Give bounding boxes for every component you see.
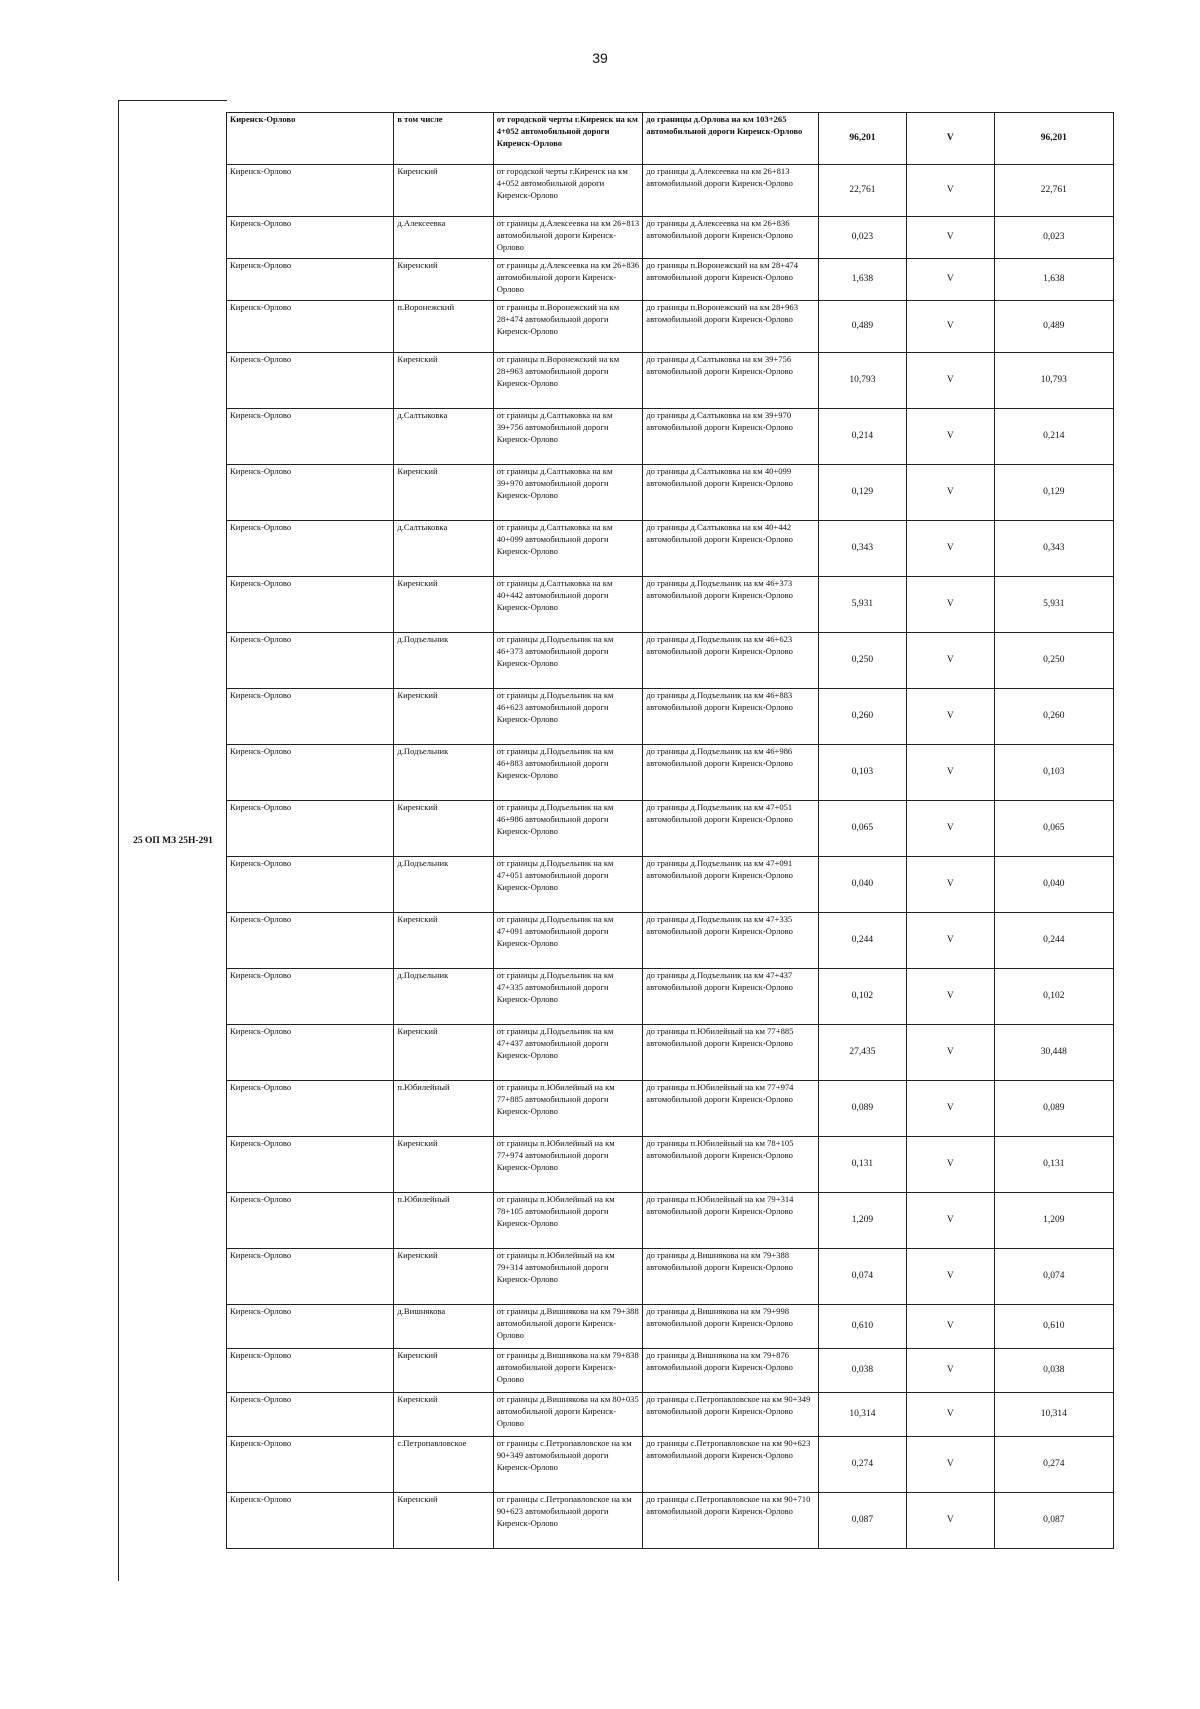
section-start-cell: от границы д.Вишнякова на км 79+388 автомобильной дороги Киренск-Орлово [493, 1305, 643, 1349]
category-cell: V [906, 577, 994, 633]
locality-cell: Киренский [394, 1349, 493, 1393]
section-start-cell: от границы п.Юбилейный на км 79+314 автомобильной дороги Киренск-Орлово [493, 1249, 643, 1305]
road-name-cell: Киренск-Орлово [227, 913, 394, 969]
locality-cell: Киренский [394, 577, 493, 633]
length-cell: 0,038 [818, 1349, 906, 1393]
length-cell: 1,638 [818, 259, 906, 301]
table-row [227, 1193, 1114, 1249]
locality-cell: д.Подъельник [394, 745, 493, 801]
length-cell: 0,244 [818, 913, 906, 969]
table-row [227, 1493, 1114, 1549]
category-cell: V [906, 801, 994, 857]
section-end-cell: до границы д.Подъельник на км 47+091 автомобильной дороги Киренск-Орлово [643, 857, 819, 913]
section-end-cell: до границы п.Юбилейный на км 77+885 автомобильной дороги Киренск-Орлово [643, 1025, 819, 1081]
section-end-cell: до границы д.Подъельник на км 47+051 автомобильной дороги Киренск-Орлово [643, 801, 819, 857]
category-cell: V [906, 1493, 994, 1549]
total-length-cell: 10,314 [994, 1393, 1113, 1437]
road-name-cell: Киренск-Орлово [227, 217, 394, 259]
road-name-cell: Киренск-Орлово [227, 353, 394, 409]
table-row [227, 217, 1114, 259]
table-row [227, 857, 1114, 913]
table-row [227, 745, 1114, 801]
section-start-cell: от границы п.Воронежский на км 28+963 автомобильной дороги Киренск-Орлово [493, 353, 643, 409]
locality-cell: д.Салтыковка [394, 521, 493, 577]
section-end-cell: до границы д.Подъельник на км 46+986 автомобильной дороги Киренск-Орлово [643, 745, 819, 801]
road-name-cell: Киренск-Орлово [227, 857, 394, 913]
section-start-cell: от границы д.Подъельник на км 47+437 автомобильной дороги Киренск-Орлово [493, 1025, 643, 1081]
category-cell: V [906, 217, 994, 259]
category-cell: V [906, 409, 994, 465]
category-cell: V [906, 113, 994, 165]
locality-cell: д.Алексеевка [394, 217, 493, 259]
total-length-cell: 30,448 [994, 1025, 1113, 1081]
locality-cell: в том числе [394, 113, 493, 165]
table-row [227, 521, 1114, 577]
locality-cell: п.Юбилейный [394, 1193, 493, 1249]
section-end-cell: до границы п.Юбилейный на км 79+314 автомобильной дороги Киренск-Орлово [643, 1193, 819, 1249]
section-end-cell: до границы д.Подъельник на км 47+335 автомобильной дороги Киренск-Орлово [643, 913, 819, 969]
length-cell: 0,087 [818, 1493, 906, 1549]
length-cell: 0,089 [818, 1081, 906, 1137]
category-cell: V [906, 1305, 994, 1349]
locality-cell: Киренский [394, 1393, 493, 1437]
section-start-cell: от границы д.Салтыковка на км 40+442 автомобильной дороги Киренск-Орлово [493, 577, 643, 633]
section-end-cell: до границы п.Юбилейный на км 78+105 автомобильной дороги Киренск-Орлово [643, 1137, 819, 1193]
section-start-cell: от границы д.Подъельник на км 46+883 автомобильной дороги Киренск-Орлово [493, 745, 643, 801]
table-row [227, 577, 1114, 633]
total-length-cell: 0,260 [994, 689, 1113, 745]
road-name-cell: Киренск-Орлово [227, 689, 394, 745]
category-cell: V [906, 969, 994, 1025]
length-cell: 0,023 [818, 217, 906, 259]
section-end-cell: до границы д.Подъельник на км 46+623 автомобильной дороги Киренск-Орлово [643, 633, 819, 689]
total-length-cell: 0,343 [994, 521, 1113, 577]
section-end-cell: до границы с.Петропавловское на км 90+349 автомобильной дороги Киренск-Орлово [643, 1393, 819, 1437]
locality-cell: д.Салтыковка [394, 409, 493, 465]
locality-cell: п.Воронежский [394, 301, 493, 353]
section-start-cell: от границы д.Подъельник на км 46+373 автомобильной дороги Киренск-Орлово [493, 633, 643, 689]
table-row [227, 801, 1114, 857]
section-end-cell: до границы д.Салтыковка на км 40+442 автомобильной дороги Киренск-Орлово [643, 521, 819, 577]
section-start-cell: от границы д.Подъельник на км 47+091 автомобильной дороги Киренск-Орлово [493, 913, 643, 969]
total-length-cell: 0,040 [994, 857, 1113, 913]
total-length-cell: 0,087 [994, 1493, 1113, 1549]
section-end-cell: до границы д.Салтыковка на км 39+756 автомобильной дороги Киренск-Орлово [643, 353, 819, 409]
category-cell: V [906, 353, 994, 409]
section-end-cell: до границы д.Салтыковка на км 40+099 автомобильной дороги Киренск-Орлово [643, 465, 819, 521]
table-row [227, 1349, 1114, 1393]
road-name-cell: Киренск-Орлово [227, 745, 394, 801]
road-name-cell: Киренск-Орлово [227, 1025, 394, 1081]
section-start-cell: от границы д.Подъельник на км 46+623 автомобильной дороги Киренск-Орлово [493, 689, 643, 745]
total-length-cell: 0,023 [994, 217, 1113, 259]
section-start-cell: от границы д.Алексеевка на км 26+836 автомобильной дороги Киренск-Орлово [493, 259, 643, 301]
category-cell: V [906, 465, 994, 521]
length-cell: 5,931 [818, 577, 906, 633]
total-length-cell: 10,793 [994, 353, 1113, 409]
table-row [227, 1137, 1114, 1193]
road-name-cell: Киренск-Орлово [227, 633, 394, 689]
total-length-cell: 0,274 [994, 1437, 1113, 1493]
length-cell: 0,610 [818, 1305, 906, 1349]
locality-cell: д.Подъельник [394, 633, 493, 689]
locality-cell: д.Подъельник [394, 969, 493, 1025]
locality-cell: Киренский [394, 353, 493, 409]
locality-cell: Киренский [394, 689, 493, 745]
table-row [227, 1249, 1114, 1305]
table-row [227, 633, 1114, 689]
table-row [227, 1437, 1114, 1493]
length-cell: 0,250 [818, 633, 906, 689]
category-cell: V [906, 1137, 994, 1193]
category-cell: V [906, 1025, 994, 1081]
length-cell: 96,201 [818, 113, 906, 165]
table-row [227, 1305, 1114, 1349]
length-cell: 1,209 [818, 1193, 906, 1249]
section-end-cell: до границы д.Подъельник на км 47+437 автомобильной дороги Киренск-Орлово [643, 969, 819, 1025]
section-start-cell: от границы п.Воронежский на км 28+474 автомобильной дороги Киренск-Орлово [493, 301, 643, 353]
category-cell: V [906, 1393, 994, 1437]
total-length-cell: 0,074 [994, 1249, 1113, 1305]
category-cell: V [906, 913, 994, 969]
table-row [227, 113, 1114, 165]
section-start-cell: от границы д.Салтыковка на км 39+970 автомобильной дороги Киренск-Орлово [493, 465, 643, 521]
section-start-cell: от границы д.Салтыковка на км 39+756 автомобильной дороги Киренск-Орлово [493, 409, 643, 465]
total-length-cell: 1,209 [994, 1193, 1113, 1249]
length-cell: 0,074 [818, 1249, 906, 1305]
section-end-cell: до границы д.Алексеевка на км 26+836 автомобильной дороги Киренск-Орлово [643, 217, 819, 259]
length-cell: 0,489 [818, 301, 906, 353]
section-end-cell: до границы д.Подъельник на км 46+883 автомобильной дороги Киренск-Орлово [643, 689, 819, 745]
length-cell: 0,131 [818, 1137, 906, 1193]
table-row [227, 1025, 1114, 1081]
locality-cell: Киренский [394, 1493, 493, 1549]
section-start-cell: от границы д.Подъельник на км 46+986 автомобильной дороги Киренск-Орлово [493, 801, 643, 857]
road-name-cell: Киренск-Орлово [227, 1393, 394, 1437]
category-cell: V [906, 857, 994, 913]
length-cell: 10,793 [818, 353, 906, 409]
road-name-cell: Киренск-Орлово [227, 521, 394, 577]
total-length-cell: 22,761 [994, 165, 1113, 217]
section-end-cell: до границы с.Петропавловское на км 90+710 автомобильной дороги Киренск-Орлово [643, 1493, 819, 1549]
section-end-cell: до границы д.Вишнякова на км 79+998 автомобильной дороги Киренск-Орлово [643, 1305, 819, 1349]
total-length-cell: 0,038 [994, 1349, 1113, 1393]
length-cell: 0,065 [818, 801, 906, 857]
total-length-cell: 5,931 [994, 577, 1113, 633]
section-start-cell: от границы с.Петропавловское на км 90+349 автомобильной дороги Киренск-Орлово [493, 1437, 643, 1493]
section-end-cell: до границы с.Петропавловское на км 90+623 автомобильной дороги Киренск-Орлово [643, 1437, 819, 1493]
table-row [227, 969, 1114, 1025]
total-length-cell: 0,214 [994, 409, 1113, 465]
road-name-cell: Киренск-Орлово [227, 969, 394, 1025]
total-length-cell: 0,489 [994, 301, 1113, 353]
length-cell: 0,260 [818, 689, 906, 745]
locality-cell: д.Подъельник [394, 857, 493, 913]
road-name-cell: Киренск-Орлово [227, 1137, 394, 1193]
table-row [227, 353, 1114, 409]
total-length-cell: 0,250 [994, 633, 1113, 689]
road-name-cell: Киренск-Орлово [227, 1249, 394, 1305]
total-length-cell: 96,201 [994, 113, 1113, 165]
category-cell: V [906, 259, 994, 301]
locality-cell: Киренский [394, 801, 493, 857]
length-cell: 0,214 [818, 409, 906, 465]
category-cell: V [906, 165, 994, 217]
section-end-cell: до границы д.Подъельник на км 46+373 автомобильной дороги Киренск-Орлово [643, 577, 819, 633]
section-start-cell: от городской черты г.Киренск на км 4+052 автомобильной дороги Киренск-Орлово [493, 165, 643, 217]
section-end-cell: до границы д.Орлова на км 103+265 автомобильной дороги Киренск-Орлово [643, 113, 819, 165]
section-end-cell: до границы д.Вишнякова на км 79+388 автомобильной дороги Киренск-Орлово [643, 1249, 819, 1305]
length-cell: 0,103 [818, 745, 906, 801]
section-end-cell: до границы п.Юбилейный на км 77+974 автомобильной дороги Киренск-Орлово [643, 1081, 819, 1137]
length-cell: 0,129 [818, 465, 906, 521]
table-row [227, 913, 1114, 969]
road-name-cell: Киренск-Орлово [227, 577, 394, 633]
road-name-cell: Киренск-Орлово [227, 465, 394, 521]
table-row [227, 259, 1114, 301]
category-cell: V [906, 1249, 994, 1305]
road-name-cell: Киренск-Орлово [227, 801, 394, 857]
category-cell: V [906, 1437, 994, 1493]
section-end-cell: до границы п.Воронежский на км 28+963 автомобильной дороги Киренск-Орлово [643, 301, 819, 353]
total-length-cell: 0,089 [994, 1081, 1113, 1137]
section-end-cell: до границы д.Алексеевка на км 26+813 автомобильной дороги Киренск-Орлово [643, 165, 819, 217]
page-number: 39 [592, 50, 608, 66]
total-length-cell: 1,638 [994, 259, 1113, 301]
section-start-cell: от границы д.Салтыковка на км 40+099 автомобильной дороги Киренск-Орлово [493, 521, 643, 577]
table-row [227, 465, 1114, 521]
length-cell: 22,761 [818, 165, 906, 217]
locality-cell: Киренский [394, 1025, 493, 1081]
road-name-cell: Киренск-Орлово [227, 301, 394, 353]
locality-cell: Киренский [394, 913, 493, 969]
length-cell: 10,314 [818, 1393, 906, 1437]
section-start-cell: от городской черты г.Киренск на км 4+052 автомобильной дороги Киренск-Орлово [493, 113, 643, 165]
table-row [227, 301, 1114, 353]
table-row [227, 1393, 1114, 1437]
length-cell: 0,040 [818, 857, 906, 913]
locality-cell: Киренский [394, 259, 493, 301]
total-length-cell: 0,129 [994, 465, 1113, 521]
category-cell: V [906, 1349, 994, 1393]
road-name-cell: Киренск-Орлово [227, 409, 394, 465]
section-start-cell: от границы д.Подъельник на км 47+335 автомобильной дороги Киренск-Орлово [493, 969, 643, 1025]
category-cell: V [906, 1193, 994, 1249]
category-cell: V [906, 745, 994, 801]
road-name-cell: Киренск-Орлово [227, 1305, 394, 1349]
length-cell: 0,343 [818, 521, 906, 577]
road-name-cell: Киренск-Орлово [227, 113, 394, 165]
road-name-cell: Киренск-Орлово [227, 1193, 394, 1249]
section-end-cell: до границы д.Салтыковка на км 39+970 автомобильной дороги Киренск-Орлово [643, 409, 819, 465]
locality-cell: Киренский [394, 1137, 493, 1193]
locality-cell: д.Вишнякова [394, 1305, 493, 1349]
table-row [227, 409, 1114, 465]
road-sections-table [226, 112, 1114, 1549]
locality-cell: Киренский [394, 1249, 493, 1305]
section-start-cell: от границы д.Вишнякова на км 80+035 автомобильной дороги Киренск-Орлово [493, 1393, 643, 1437]
section-start-cell: от границы д.Вишнякова на км 79+838 автомобильной дороги Киренск-Орлово [493, 1349, 643, 1393]
road-name-cell: Киренск-Орлово [227, 259, 394, 301]
locality-cell: Киренский [394, 465, 493, 521]
length-cell: 27,435 [818, 1025, 906, 1081]
section-start-cell: от границы п.Юбилейный на км 77+974 автомобильной дороги Киренск-Орлово [493, 1137, 643, 1193]
road-name-cell: Киренск-Орлово [227, 1081, 394, 1137]
table-row [227, 165, 1114, 217]
section-start-cell: от границы д.Подъельник на км 47+051 автомобильной дороги Киренск-Орлово [493, 857, 643, 913]
category-cell: V [906, 1081, 994, 1137]
table-row [227, 689, 1114, 745]
section-end-cell: до границы п.Воронежский на км 28+474 автомобильной дороги Киренск-Орлово [643, 259, 819, 301]
category-cell: V [906, 521, 994, 577]
total-length-cell: 0,102 [994, 969, 1113, 1025]
category-cell: V [906, 301, 994, 353]
section-start-cell: от границы п.Юбилейный на км 78+105 автомобильной дороги Киренск-Орлово [493, 1193, 643, 1249]
category-cell: V [906, 633, 994, 689]
total-length-cell: 0,610 [994, 1305, 1113, 1349]
road-name-cell: Киренск-Орлово [227, 1349, 394, 1393]
length-cell: 0,274 [818, 1437, 906, 1493]
section-start-cell: от границы д.Алексеевка на км 26+813 автомобильной дороги Киренск-Орлово [493, 217, 643, 259]
category-cell: V [906, 689, 994, 745]
road-name-cell: Киренск-Орлово [227, 1437, 394, 1493]
section-start-cell: от границы п.Юбилейный на км 77+885 автомобильной дороги Киренск-Орлово [493, 1081, 643, 1137]
locality-cell: Киренский [394, 165, 493, 217]
table-row [227, 1081, 1114, 1137]
length-cell: 0,102 [818, 969, 906, 1025]
section-start-cell: от границы с.Петропавловское на км 90+623 автомобильной дороги Киренск-Орлово [493, 1493, 643, 1549]
locality-cell: с.Петропавловское [394, 1437, 493, 1493]
locality-cell: п.Юбилейный [394, 1081, 493, 1137]
total-length-cell: 0,103 [994, 745, 1113, 801]
total-length-cell: 0,065 [994, 801, 1113, 857]
road-name-cell: Киренск-Орлово [227, 165, 394, 217]
total-length-cell: 0,244 [994, 913, 1113, 969]
section-end-cell: до границы д.Вишнякова на км 79+876 автомобильной дороги Киренск-Орлово [643, 1349, 819, 1393]
total-length-cell: 0,131 [994, 1137, 1113, 1193]
road-identifier: 25 ОП МЗ 25Н-291 [118, 100, 227, 1581]
road-name-cell: Киренск-Орлово [227, 1493, 394, 1549]
